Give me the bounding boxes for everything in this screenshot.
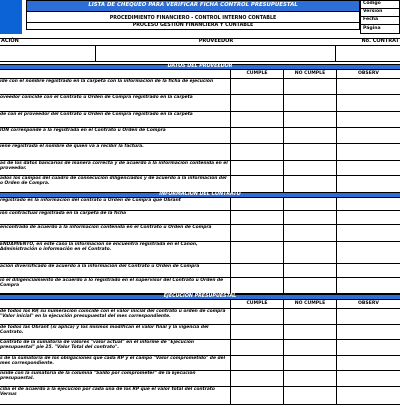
criterion-text: nside con la sumatoria de la columna "Saldo por comprometer" de la Ejecución presupuestal. [0,371,196,381]
observ-cell[interactable] [336,128,400,143]
observ-cell[interactable] [336,95,400,111]
criterion-text: s de la sumatoria de los obligaciones que cada RP y el campo "Valor comprometido" de del mes correspondiente. [0,356,226,366]
identification-values [0,46,400,62]
cumple-cell[interactable] [230,309,283,324]
section-ejecucion: EJECUCIÓN PRESUPUESTAL [0,294,400,300]
section-proveedor: DATOS DEL PROVEEDOR [0,64,400,70]
cumple-cell[interactable] [230,198,283,210]
observ-cell[interactable] [336,371,400,386]
cumple-cell[interactable] [230,95,283,111]
cumple-cell[interactable] [230,176,283,192]
meta-pagina: Página [363,25,381,31]
criterion-text: ide con el nombre registrado en la carpeta con la información de la ficha de ejecución [0,79,214,84]
observ-cell[interactable] [336,112,400,127]
no-cumple-cell[interactable] [283,176,336,192]
checklist-row [0,242,400,264]
meta-version: Versión [361,9,399,17]
checklist-row [0,325,400,340]
observ-cell[interactable] [336,211,400,224]
no-cumple-cell[interactable] [283,95,336,111]
no-cumple-cell[interactable] [283,242,336,263]
no-cumple-cell[interactable] [283,309,336,324]
checklist-row [0,225,400,242]
cumple-cell[interactable] [230,112,283,127]
column-header [0,70,400,79]
process-line: PROCESO GESTIÓN FINANCIERA Y CONTABLE [26,23,360,30]
cumple-cell[interactable] [230,144,283,160]
no-cumple-cell[interactable] [283,198,336,210]
criterion-text: ación diversificado de acuerdo a la información del Contrato u Orden de Compra [0,264,200,269]
criterion-text: iene registrada el nombre de quien va a recibir la factura. [0,144,144,149]
identification-table [0,38,400,64]
cumple-cell[interactable] [230,161,283,175]
observ-cell[interactable] [336,79,400,94]
checklist-row [0,176,400,193]
checklist-row [0,278,400,294]
cumple-cell[interactable] [230,211,283,224]
checklist-row [0,112,400,128]
col-cumple: CUMPLE [230,300,283,308]
observ-cell[interactable] [336,325,400,339]
criterion-text: Contrato de la sumatoria de valores "valor actual" en el informe de "Ejecución presupuestal" pie 25. "Valor Total del contrato". [0,340,194,350]
no-cumple-cell[interactable] [283,112,336,127]
cumple-cell[interactable] [230,325,283,339]
no-cumple-cell[interactable] [283,225,336,241]
col-accion: ACIÓN [1,38,19,45]
col-observ: OBSERV [336,70,400,78]
criterion-text: ió el diligenciamiento de acuerdo a lo registrado en el supervisor del Contrato u Orden de Compra [0,278,224,288]
checklist-row [0,79,400,95]
no-cumple-cell[interactable] [283,325,336,339]
meta-codigo: Código [361,1,399,9]
no-cumple-cell[interactable] [283,387,336,404]
checklist-row [0,340,400,356]
no-cumple-cell[interactable] [283,128,336,143]
criterion-text: ados los campos del cuadro de consecución diligenciados y de acuerdo a la información del o Orden de Compra. [0,176,227,186]
checklist-row [0,198,400,211]
no-cumple-cell[interactable] [283,161,336,175]
no-cumple-cell[interactable] [283,340,336,355]
checklist-row [0,309,400,325]
contrato-value-cell[interactable] [336,46,400,61]
checklist-row [0,211,400,225]
observ-cell[interactable] [336,198,400,210]
no-cumple-cell[interactable] [283,371,336,386]
cumple-cell[interactable] [230,242,283,263]
criterion-text: ión contractual registrada en la carpeta de la ficha [0,211,127,216]
no-cumple-cell[interactable] [283,356,336,370]
accion-value-cell[interactable] [0,46,96,61]
cumple-cell[interactable] [230,128,283,143]
observ-cell[interactable] [336,387,400,404]
criterion-text: encontrado de acuerdo a la información contenida en el Contrato u Orden de Compra [0,225,212,230]
criterion-text: ENDAMIENTO, en este caso la información se encuentra registrada en el Canon, Administración o información en el Contrato. [0,242,198,252]
document-meta [360,0,400,34]
col-cumple: CUMPLE [230,70,283,78]
cumple-cell[interactable] [230,278,283,293]
cumple-cell[interactable] [230,356,283,370]
cumple-cell[interactable] [230,387,283,404]
cumple-cell[interactable] [230,340,283,355]
document-header [26,0,360,34]
section-contrato: INFORMACIÓN DEL CONTRATO [0,192,400,198]
cumple-cell[interactable] [230,264,283,277]
checklist-row [0,95,400,112]
col-no-cumple: NO CUMPLE [283,70,336,78]
observ-cell[interactable] [336,309,400,324]
criterion-text: oveedor coincide con el Contrato u Orden de Compra registrado en la carpeta [0,95,193,100]
checklist-row [0,161,400,176]
no-cumple-cell[interactable] [283,264,336,277]
document-title: LISTA DE CHEQUEO PARA VERIFICAR FICHA CONTROL PRESUPUESTAL [26,0,360,12]
col-no-cumple: NO CUMPLE [283,300,336,308]
criterion-text: de todos las Obrant (si aplica) y los mismos modifican el valor final y la vigencia del Contrato. [0,325,209,335]
col-proveedor: PROVEEDOR [198,38,234,45]
checklist-row [0,356,400,371]
checklist-row [0,387,400,405]
checklist-row [0,264,400,278]
col-observ: OBSERV [336,300,400,308]
meta-fecha: Fecha [361,17,399,25]
observ-cell[interactable] [336,356,400,370]
proveedor-value-cell[interactable] [96,46,336,61]
observ-cell[interactable] [336,144,400,160]
criterion-text: registrado es la información del contrato u Orden de Compra que Obrant [0,198,181,203]
col-contrato: No. CONTRAT [361,38,399,45]
no-cumple-cell[interactable] [283,79,336,94]
checklist-row [0,144,400,161]
cumple-cell[interactable] [230,79,283,94]
checklist-row [0,371,400,387]
procedure-line: PROCEDIMIENTO FINANCIERO - CONTROL INTERNO CONTABLE [26,16,360,23]
criterion-text: ciba el de acuerdo a la ejecución por cada una de los RP que el valor total del contrato Versus [0,387,215,397]
criterion-text: as de los datos bancarios de manera correcta y de acuerdo a la información contenida en el proveedor. [0,161,228,171]
no-cumple-cell[interactable] [283,211,336,224]
observ-cell[interactable] [336,176,400,192]
cumple-cell[interactable] [230,371,283,386]
criterion-text: de todos los RP, su numeración coincide con el valor inicial del contrato u orden de compra "Valor inicial" en la ejecución presupuestal del mes correspondiente. [0,309,226,319]
cumple-cell[interactable] [230,225,283,241]
column-header [0,300,400,309]
checklist-row [0,128,400,144]
no-cumple-cell[interactable] [283,278,336,293]
no-cumple-cell[interactable] [283,144,336,160]
observ-cell[interactable] [336,225,400,241]
identification-header [0,38,400,46]
observ-cell[interactable] [336,242,400,263]
logo [0,0,22,34]
criterion-text: ION corresponde a la registrada en el Contrato u Orden de Compra [0,128,166,133]
observ-cell[interactable] [336,264,400,277]
observ-cell[interactable] [336,278,400,293]
criterion-text: de con el proveedor del Contrato u Orden de Compra registrado en la carpeta [0,112,193,117]
observ-cell[interactable] [336,161,400,175]
observ-cell[interactable] [336,340,400,355]
